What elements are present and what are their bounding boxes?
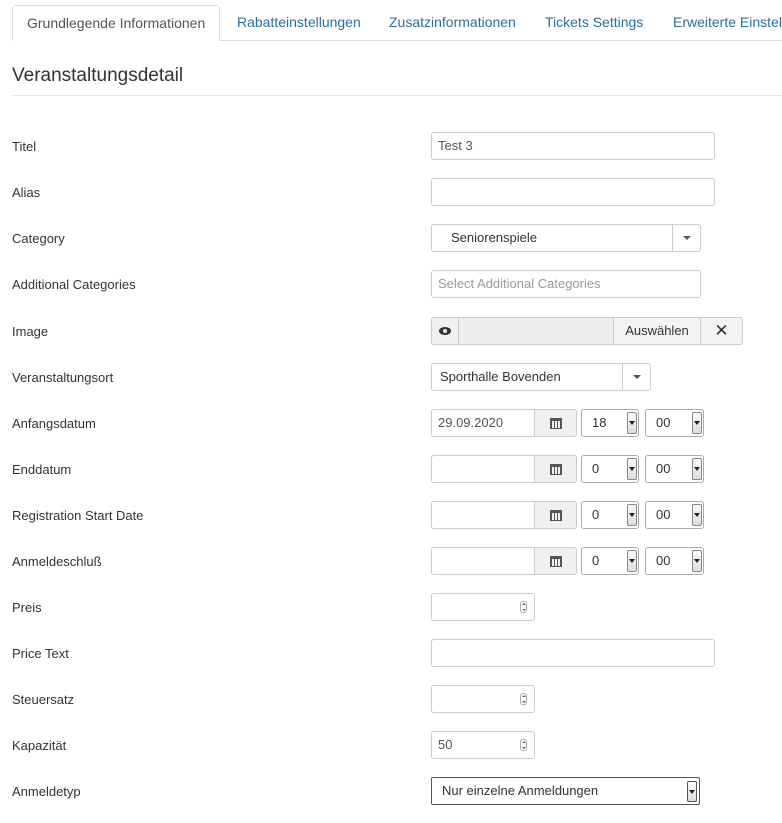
page-title: Veranstaltungsdetail: [12, 65, 184, 86]
enddatum-hour-value: 0: [592, 461, 600, 476]
calendar-icon: [550, 510, 562, 521]
category-value: Seniorenspiele: [451, 230, 538, 245]
titel-input[interactable]: Test 3: [431, 132, 715, 160]
caret-down-icon: [629, 467, 635, 471]
steuersatz-input[interactable]: [431, 685, 535, 713]
tab-bar: [12, 5, 782, 41]
caret-down-icon: [629, 559, 635, 563]
anfangsdatum-calendar-button[interactable]: [534, 409, 577, 437]
titel-label: Titel: [12, 139, 37, 154]
anmeldeschluss-hour-value: 0: [592, 553, 600, 568]
kapazitaet-value: 50: [438, 737, 453, 752]
image-label: Image: [12, 324, 49, 339]
category-select[interactable]: [431, 224, 701, 252]
caret-down-icon: [694, 421, 700, 425]
veranstaltungsort-dropdown-toggle[interactable]: [622, 364, 650, 390]
calendar-icon: [550, 418, 562, 429]
minute-dropdown-toggle[interactable]: [692, 412, 702, 434]
anfangsdatum-date-input[interactable]: 29.09.2020: [431, 409, 535, 437]
veranstaltungsort-label: Veranstaltungsort: [12, 370, 114, 385]
spinner-icon[interactable]: [520, 693, 527, 705]
anmeldetyp-label: Anmeldetyp: [12, 784, 81, 799]
caret-down-icon: [694, 513, 700, 517]
caret-down-icon: [629, 513, 635, 517]
category-label: Category: [12, 231, 65, 246]
image-clear-button[interactable]: [700, 317, 743, 345]
anfangsdatum-minute-value: 00: [656, 415, 671, 430]
minute-dropdown-toggle[interactable]: [692, 550, 702, 572]
anmeldetyp-value: Nur einzelne Anmeldungen: [442, 783, 599, 798]
tab-tickets-settings[interactable]: Tickets Settings: [545, 14, 644, 30]
tab-erweiterte-einstellungen[interactable]: Erweiterte Einstel: [673, 14, 782, 30]
hour-dropdown-toggle[interactable]: [627, 504, 637, 526]
tab-rabatteinstellungen[interactable]: Rabatteinstellungen: [237, 14, 361, 30]
caret-down-icon: [683, 236, 691, 240]
anmeldeschluss-minute-select[interactable]: [645, 547, 704, 575]
hour-dropdown-toggle[interactable]: [627, 458, 637, 480]
anmeldeschluss-label: Anmeldeschluß: [12, 554, 102, 569]
image-picker: [431, 317, 743, 345]
anmeldeschluss-hour-select[interactable]: [581, 547, 639, 575]
registration-start-date-input[interactable]: [431, 501, 535, 529]
preis-input[interactable]: [431, 593, 535, 621]
veranstaltungsort-select[interactable]: [431, 363, 651, 391]
alias-label: Alias: [12, 185, 41, 200]
registration-start-hour-select[interactable]: [581, 501, 639, 529]
calendar-icon: [550, 556, 562, 567]
anmeldetyp-select[interactable]: [431, 777, 700, 805]
hour-dropdown-toggle[interactable]: [627, 550, 637, 572]
calendar-icon: [550, 464, 562, 475]
enddatum-hour-select[interactable]: [581, 455, 639, 483]
anmeldeschluss-minute-value: 00: [656, 553, 671, 568]
minute-dropdown-toggle[interactable]: [692, 504, 702, 526]
registration-start-minute-select[interactable]: [645, 501, 704, 529]
anmeldeschluss-date-input[interactable]: [431, 547, 535, 575]
steuersatz-label: Steuersatz: [12, 692, 75, 707]
enddatum-minute-select[interactable]: [645, 455, 704, 483]
registration-start-hour-value: 0: [592, 507, 600, 522]
caret-down-icon: [689, 790, 695, 794]
heading-divider: [12, 95, 782, 96]
times-icon: ✕: [714, 321, 729, 340]
hour-dropdown-toggle[interactable]: [627, 412, 637, 434]
veranstaltungsort-value: Sporthalle Bovenden: [440, 369, 561, 384]
caret-down-icon: [629, 421, 635, 425]
image-choose-button[interactable]: Auswählen: [613, 317, 701, 345]
minute-dropdown-toggle[interactable]: [692, 458, 702, 480]
preis-label: Preis: [12, 600, 42, 615]
registration-start-calendar-button[interactable]: [534, 501, 577, 529]
enddatum-minute-value: 00: [656, 461, 671, 476]
anmeldetyp-dropdown-toggle[interactable]: [687, 781, 697, 802]
alias-input[interactable]: [431, 178, 715, 206]
eye-icon: [439, 327, 451, 335]
kapazitaet-label: Kapazität: [12, 738, 67, 753]
additional-categories-label: Additional Categories: [12, 277, 136, 292]
enddatum-calendar-button[interactable]: [534, 455, 577, 483]
price-text-input[interactable]: [431, 639, 715, 667]
spinner-icon[interactable]: [520, 739, 527, 751]
enddatum-label: Enddatum: [12, 462, 72, 477]
anfangsdatum-label: Anfangsdatum: [12, 416, 96, 431]
registration-start-minute-value: 00: [656, 507, 671, 522]
enddatum-date-input[interactable]: [431, 455, 535, 483]
image-preview-button[interactable]: [431, 317, 459, 345]
anfangsdatum-hour-select[interactable]: [581, 409, 639, 437]
tab-grundlegende-informationen[interactable]: Grundlegende Informationen: [12, 5, 220, 41]
additional-categories-input[interactable]: Select Additional Categories: [431, 270, 701, 298]
spinner-icon[interactable]: [520, 601, 527, 613]
caret-down-icon: [694, 467, 700, 471]
caret-down-icon: [694, 559, 700, 563]
registration-start-label: Registration Start Date: [12, 508, 144, 523]
category-dropdown-toggle[interactable]: [672, 225, 700, 251]
anfangsdatum-minute-select[interactable]: [645, 409, 704, 437]
price-text-label: Price Text: [12, 646, 69, 661]
anfangsdatum-hour-value: 18: [592, 415, 607, 430]
anmeldeschluss-calendar-button[interactable]: [534, 547, 577, 575]
caret-down-icon: [633, 375, 641, 379]
kapazitaet-input[interactable]: [431, 731, 535, 759]
tab-zusatzinformationen[interactable]: Zusatzinformationen: [389, 14, 516, 30]
